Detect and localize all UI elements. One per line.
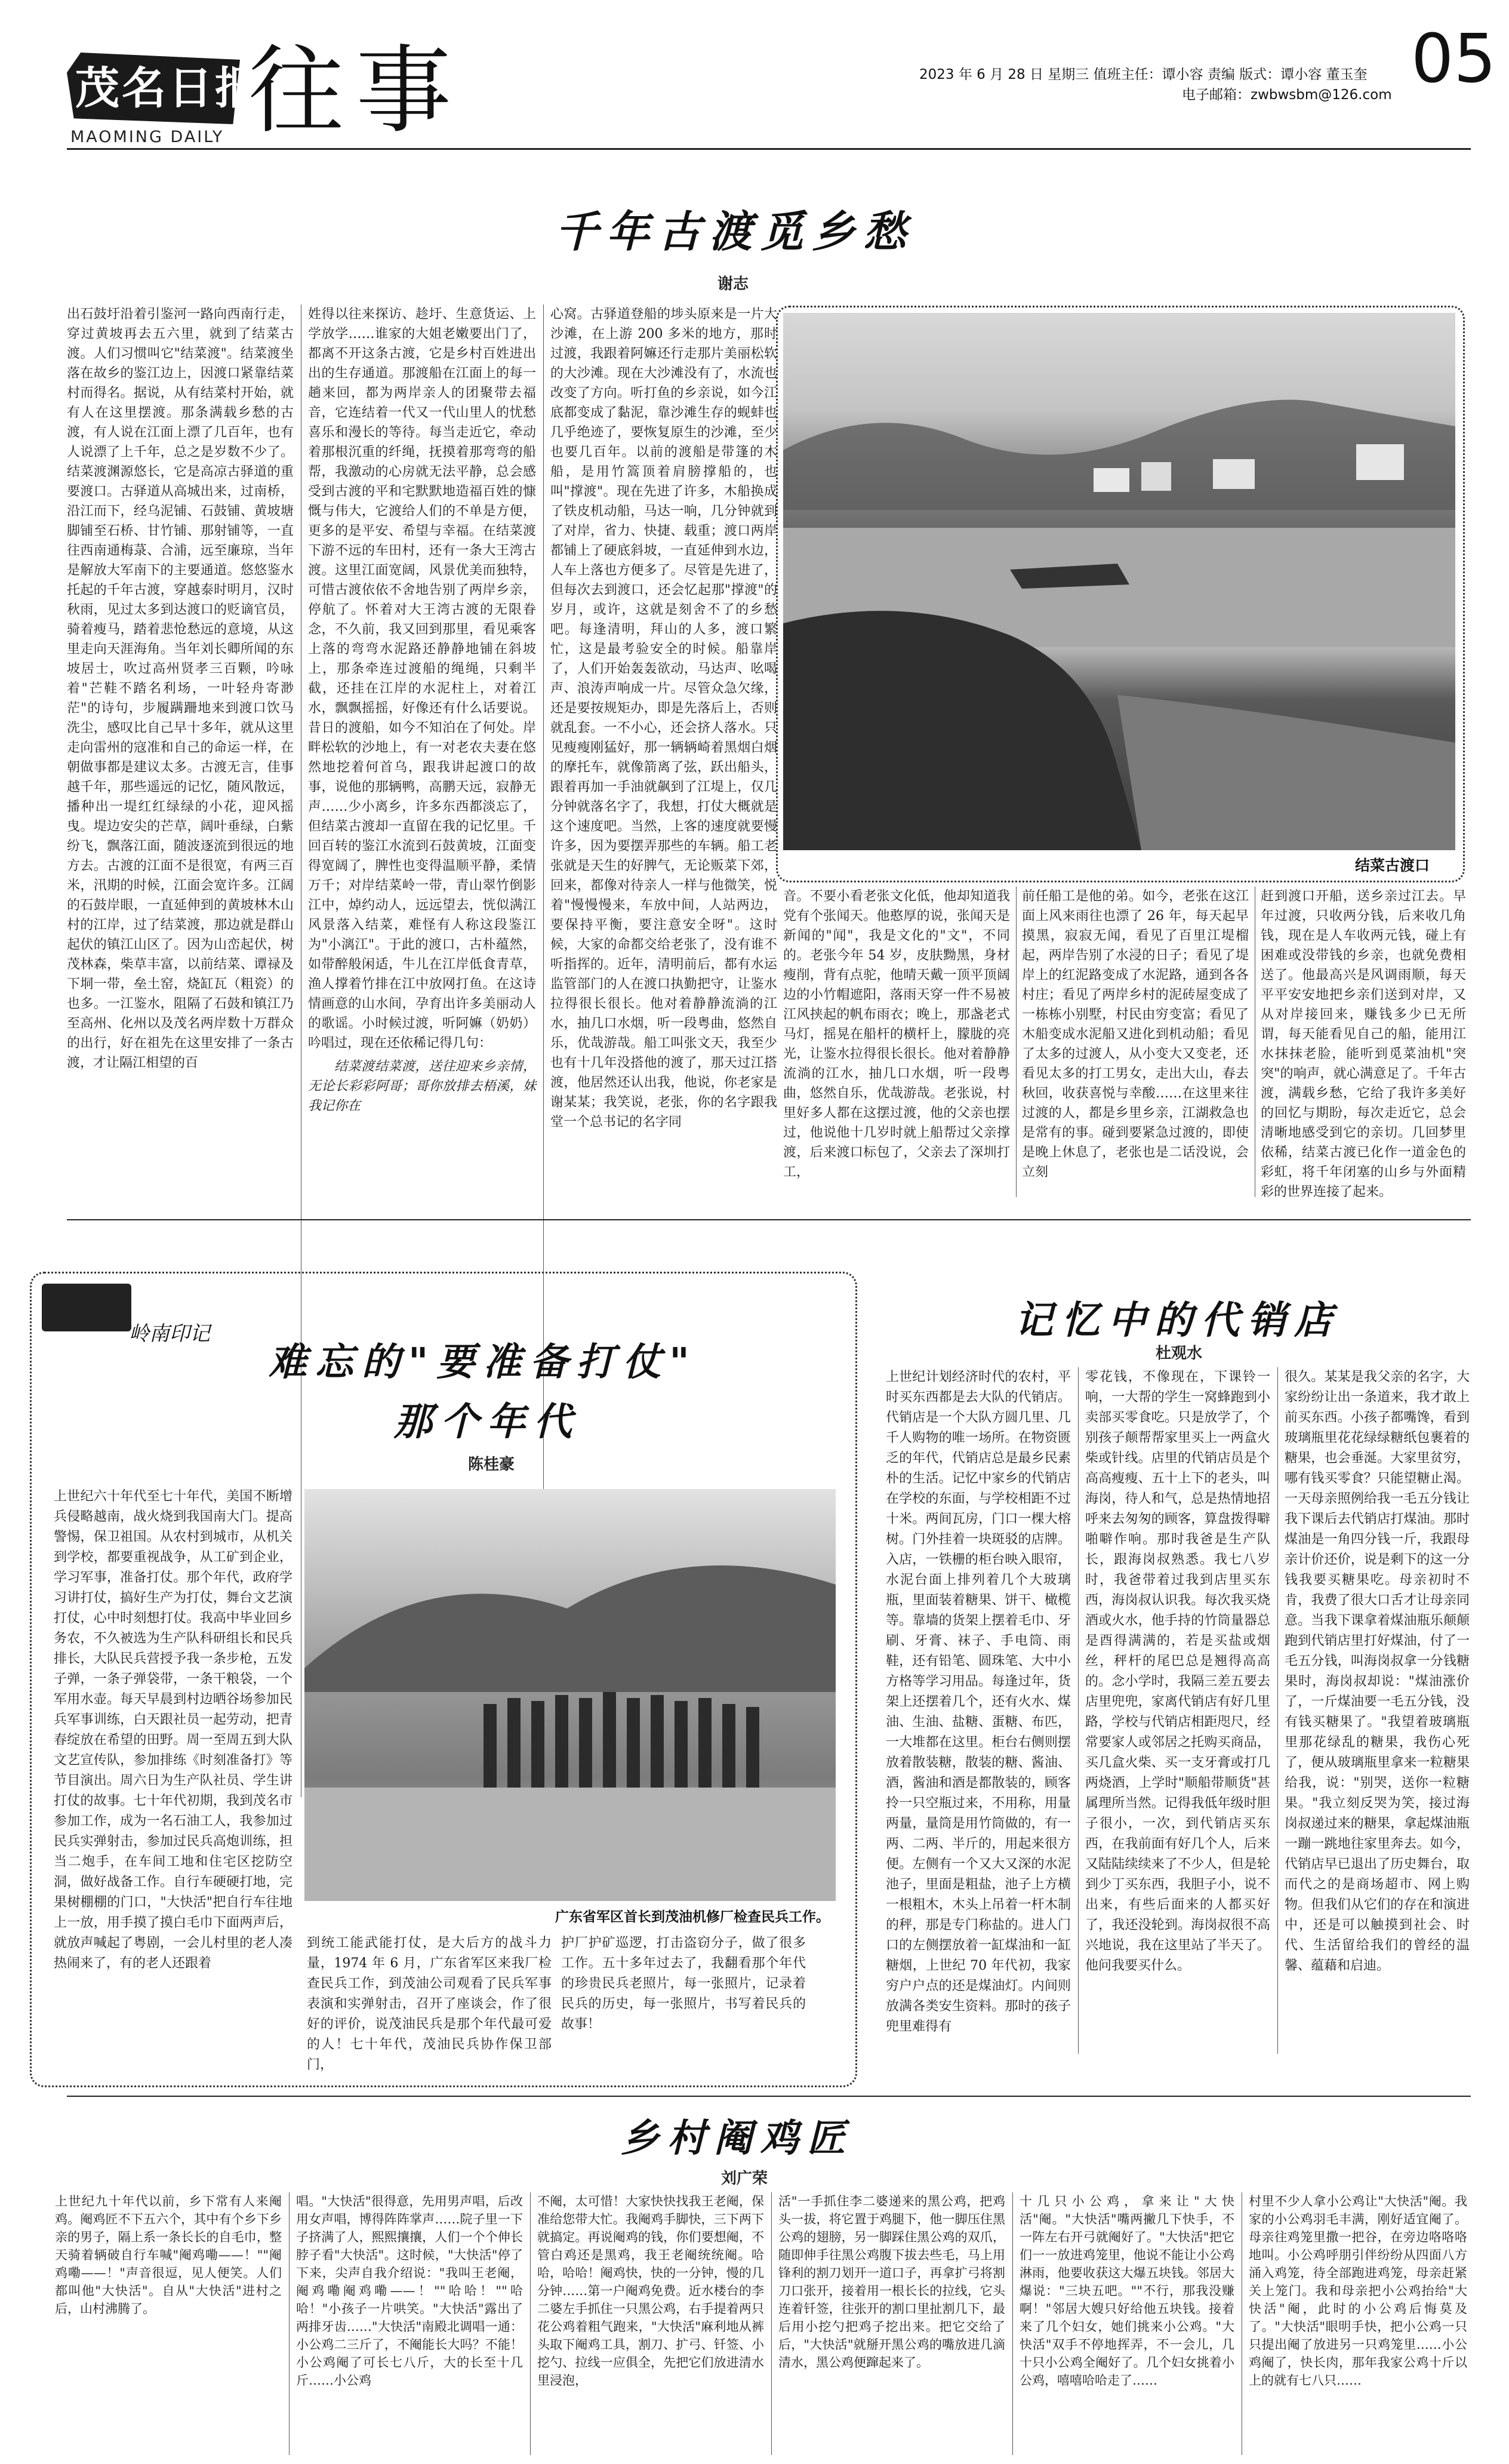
article4-col1: 上世纪九十年代以前，乡下常有人来阉鸡。阉鸡匠不下五六个，其中有个乡下乡亲的男子，隔上系一条长长的自毛巾，整天骑着辆破自行车喊"阉鸡嘞——！""阉鸡嘞——！"声音很逗，见人便笑。人们都叫他"大快活"。自从"大快活"进村之后，山村沸腾了。: [55, 2194, 282, 2316]
article3-col2: 零花钱，不像现在，下课铃一响，一大帮的学生一窝蜂跑到小卖部买零食吃。只是放学了，个别孩子颠帮帮家里买上一两盒火柴或针线。店里的代销店员是个高高瘦瘦、五十上下的老头，叫海岗，待人和气，总是热情地招呼来去匆匆的顾客，算盘拨得噼啪噼作响。那时我爸是生产队长，跟海岗叔熟悉。我七八岁时，我爸带着过我到店里买东西，海岗叔认识我。每次我买烧酒或火水，他手持的竹筒量器总是酉得满满的，若是买盐或烟丝，秤杆的尾巴总是翘得高高的。念小学时，我隔三差五要去店里兜兜，家离代销店有好几里路，学校与代销店相距咫尺，经常要家人或邻居之托购买商品，买几盒火柴、买一支牙膏或打几两烧酒，上学时"顺船带顺货"甚属理所当然。记得我低年级时胆子很小，一次，到代销店买东西，在我前面有好几个人，后来又陆陆续续来了不少人，但是轮到少丁买东西，我胆子小，说不出来，有些后面来的人都买好了，我还没轮到。海岗叔很不高兴地说，我在这里站了半天了。他问我要买什么。: [1085, 1370, 1270, 1973]
date-line: 2023 年 6 月 28 日 星期三 值班主任：谭小容 责编 版式：谭小容 董玉奎: [919, 67, 1368, 82]
article1-col2: 姓得以往来探访、趁圩、生意货运、上学放学……谁家的大姐老嫩要出门了，都离不开这条古渡，它是乡村百姓进出出的生存通道。那渡船在江面上的每一趟来回，都为两岸亲人的团聚带去福音，它连结着一代又一代山里人的忧愁喜乐和漫长的等待。每当走近它，牵动着那根沉重的纤绳，抚摸着那弯弯的船帮，我激动的心房就无法平静，总会感受到古渡的平和宅默默地造福百姓的慷慨与伟大，它渡给人们的不单是方便，更多的是平安、希望与幸福。在结菜渡下游不远的车田村，还有一条大王湾古渡。这里江面宽阔，风景优美而独特，可惜古渡依依不舍地告别了两岸乡亲，停航了。怀着对大王湾古渡的无限眷念，不久前，我又回到那里，看见乘客上落的弯弯水泥路还静静地铺在斜坡上，那条牵连过渡船的绳绳，只剩半截，还挂在江岸的水泥柱上，对着江水，飘飘摇摇，好像还有什么话要说。昔日的渡船，如今不知泊在了何处。岸畔松软的沙地上，有一对老农夫妻在悠然地挖着何首乌，跟我讲起渡口的故事，说他的那辆鸭，高鹏天远，寂静无声……少小离乡，许多东西都淡忘了，但结菜古渡却一直留在我的记忆里。千回百转的鉴江水流到石鼓黄坡，江面变得宽阔了，脾性也变得温顺平静，柔情万千；对岸结菜岭一带，青山翠竹倒影江中，焯约动人，远远望去，恍似满江风景落入结菜，难怪有人称这段鉴江为"小漓江"。于此的渡口，古朴蕴然，如带醉般闲适，牛儿在江岸低食青草，渔人撑着竹排在江中放网打鱼。在这诗情画意的山水间，孕育出许多美丽动人的歌谣。小时候过渡，听阿嫲（奶奶）吟唱过，现在还依稀记得几句：: [308, 307, 536, 1051]
page-number: 05: [1411, 20, 1496, 98]
article4-author: 刘广荣: [721, 2170, 768, 2188]
article2-col3: 护厂护矿巡逻，打击盗窃分子，做了很多工作。五十多年过去了，我翻看那个年代的珍贵民兵老照片，每一张照片，记录着民兵的历史，每一张照片，书写着民兵的故事！: [561, 1936, 806, 2032]
ferry-photo: [783, 313, 1455, 850]
article1-col1: 出石鼓圩沿着引鉴河一路向西南行走，穿过黄坡再去五六里，就到了结菜古渡。人们习惯叫它"结菜渡"。结菜渡坐落在故乡的鉴江边上，因渡口紧靠结菜村而得名。据说，从有结菜村开始，就有人在这里摆渡。那条满载乡愁的古渡，有人说在江面上漂了几百年，也有人说漂了上千年，总之是岁数不少了。结菜渡渊源悠长，它是高凉古驿道的重要渡口。古驿道从高城出来，过南桥，沿江而下，经乌泥铺、石鼓铺、黄坡塘脚铺至石桥、甘竹铺、那射铺等，一直往西南通梅菉、合浦，远至廉琼，当年是解放大军南下的主要通道。悠悠鉴水托起的千年古渡，穿越泰时明月，汉时秋雨，见过太多到达渡口的贬谪官员，骑着瘦马，踏着悲怆愁远的意境，从这里走向天涯海角。当年刘长卿所闻的东坡居士，吹过高州贤孝三百颗，吟咏着"芒鞋不踏名利场，一叶轻舟寄渺茫"的诗句，步履蹒跚地来到渡口饮马洗尘，感叹比自己早十多年，就从这里走向雷州的寇准和自己的命运一样，在朝做事都是建议太多。古渡无言，佳事越千年，那些遥远的记忆，随风散远，播种出一堤红红绿绿的小花，迎风摇曳。堤边安尖的芒草，阔叶垂绿，白紫纷飞，飘落江面，随波逐流到很远的地方去。古渡的江面不是很宽，有两三百米，汛期的时候，江面会宽许多。江阔的石鼓岸眼，一直延伸到的黄坡林木山村的江岸，过了结菜渡，那边就是群山起伏的镇江山区了。因为山峦起伏，树茂林森，柴草丰富，以前结菜、谭禄及下垌一带，垒土窑，烧缸瓦（粗瓷）的也多。一江鉴水，阻隔了石鼓和镇江乃至高州、化州以及茂名两岸数十万群众的出行，好在祖先在这里安排了一条古渡，才让隔江相望的百: [67, 307, 294, 1070]
article3-col1: 上世纪计划经济时代的农村，平时买东西都是去大队的代销店。代销店是一个大队方圆几里、几千人购物的唯一场所。在物资匮乏的年代，代销店总是最乡民素朴的生活。记忆中家乡的代销店在学校的东面，与学校相距不过十米。两间瓦房，门口一棵大榕树。门外挂着一块斑驳的店牌。入店，一铁栅的柜台映入眼帘，水泥台面上排列着几个大玻璃瓶，里面装着糖果、饼干、橄榄等。靠墙的货架上摆着毛巾、牙刷、牙膏、袜子、手电筒、雨鞋，还有铅笔、圆珠笔、大中小方格等学习用品。每逢过年，货架上还摆着几个，还有火水、煤油、生油、盐糖、蛋糖、布匹，一大堆都在这里。柜台右侧则摆放着散装糖，散装的糖、酱油、酒，酱油和酒是都散装的，顾客拎一只空瓶过来，不用称，用量两量，量筒是用竹筒做的，有一两、二两、半斤的，用起来很方便。左侧有一个又大又深的水泥池子，里面是粗盐，池子上方横一根粗木，木头上吊着一杆木制的秤，那是专门称盐的。进人门口的左侧摆放着一缸煤油和一缸糖烟，上世纪 70 年代初，我家穷户户点的还是煤油灯。内间则放满各类安生资料。那时的孩子兜里难得有: [886, 1370, 1071, 2034]
divider: [530, 2192, 531, 2455]
article2-col1: 上世纪六十年代至七十年代，美国不断增兵侵略越南，战火烧到我国南大门。提高警惕，保卫祖国。从农村到城市，从机关到学校，都要重视战争，从工矿到企业，学习军事，准备打仗。那个年代，政府学习讲打仗，搞好生产为打仗，舞台文艺演打仗，心中时刻想打仗。我高中毕业回乡务农，不久被选为生产队科研组长和民兵排长，大队民兵营授予我一条步枪，五发子弹，一条子弹袋带，一条干粮袋，一个军用水壶。每天早晨到村边晒谷场参加民兵军事训练，白天跟社员一起劳动，把青春绽放在希望的田野。周一至周五到大队文艺宣传队，参加排练《时刻准备打》等节目演出。周六日为生产队社员、学生讲打仗的故事。七十年代初期，我到茂名市参加工作，成为一名石油工人，我参加过民兵实弹射击，参加过民兵高炮训练，担当二炮手，在车间工地和住宅区挖防空洞，做好战备工作。自行车硬硬打地，完果树棚棚的门口，"大快活"把自行车往地上一放，用手摸了摸白毛巾下面两声后，就放声喊起了粤剧，一会儿村里的老人凑热闹来了，有的老人还跟着: [54, 1489, 292, 1971]
article4-col2: 唱。"大快活"很得意，先用男声唱，后改用女声唱，博得阵阵掌声……院子里一下子挤满了人，熙熙攘攘，人们一个个伸长脖子看"大快活"。这时候，"大快活"停了下来，尖声自我介绍说："我叫王老阉，阉鸡嘞阉鸡嘞——！""哈哈！""哈哈！"小孩子一片哄笑。"大快活"露出了两排牙齿……"大快活"南殿北调唱一通：小公鸡二三斤了，不阉能长大吗？不能！小公鸡阉了可长七八斤，大的长至十几斤……小公鸡: [296, 2194, 523, 2388]
article4-title: 乡村阉鸡匠: [621, 2117, 854, 2161]
article1-author: 谢志: [717, 275, 749, 293]
article1-col3: 心窝。古驿道登船的埗头原来是一片大沙滩，在上游 200 多米的地方，那时过渡，我跟着阿嫲还行走那片美丽松软的大沙滩。现在大沙滩没有了，水流也改变了方向。听打鱼的乡亲说，如今江底都变成了黏泥，靠沙滩生存的蚬蚌也几乎绝迹了，要恢复原生的沙滩，至少也要几百年。以前的渡船是带篷的木船，是用竹篙顶着肩膀撑船的，也叫"撑渡"。现在先进了许多，木船换成了铁皮机动船，马达一响，几分钟就到了对岸，省力、快捷、载重；渡口两岸都铺上了硬底斜坡，一直延伸到水边，人车上落也方便多了。尽管是先进了，但每次去到渡口，还会忆起那"撑渡"的岁月，或许，这就是刻舍不了的乡愁吧。每逢清明，拜山的人多，渡口繁忙，这是最考验安全的时候。船靠岸了，人们开始轰轰欲动，马达声、吆喝声、浪涛声响成一片。尽管众急欠缘，还是要按规矩办，即是先落后上，否则就乱套。一不小心，还会挤人落水。只见瘦瘦刚猛好，那一辆辆崎着黑烟白烟的摩托车，就像箭离了弦，跃出船头，跟着再加一手油就飙到了江堤上，仅几分钟就落名字了，我想，打仗大概就是这个速度吧。当然，上客的速度就要慢许多，因为要摆弄那些的车辆。船工老张就是天生的好脾气，无论贩菜下郊，回来，都像对待亲人一样与他微笑，悦着"慢慢慢来，车放中间，人站两边，要保持平衡，要注意安全呀"。这时候，大家的命都交给老张了，没有谁不听指挥的。近年，清明前后，都有水运监管部门的人在渡口执勤把守，让鉴水拉得很长很长。他对着静静流淌的江水，抽几口水烟，听一段粤曲，悠然自乐，优哉游哉。船工叫张文天，我至少也有十几年没搭他的渡了，那天过江搭渡，他居然还认出我，他说，你老家是谢某某；我笑说，老张，你的名字跟我堂一个总书记的名字同: [550, 307, 777, 1130]
section-rule: [67, 2096, 1471, 2097]
header-rule: [67, 148, 1471, 150]
section-rule: [67, 1219, 1471, 1220]
article4-col3: 不阉，太可惜！大家快快找我王老阉，保准给您带大忙。我阉鸡手脚快，三下两下就搞定。再说阉鸡的钱，你们要想阉，不管白鸡还是黑鸡，我王老阉统统阉。哈哈，哈哈！阉鸡快，快的一分钟，慢的几分钟……第一户阉鸡免费。近水楼台的李二婆左手抓住一只黑公鸡，右手提着两只花公鸡着粗气跑来，"大快活"麻利地从裤头取下阉鸡工具，割刀、扩弓、钎签、小挖勺、拉线一应俱全，先把它们放进清水里浸泡，: [537, 2194, 764, 2388]
divider: [1012, 2192, 1013, 2455]
ferry-scene: [783, 313, 1455, 850]
article4-col5: 十几只小公鸡，拿来让"大快活"阉。"大快活"嘴两撇几下快手，不一阵左右开弓就阉好了。"大快活"把它们一一放进鸡笼里，他说不能让小公鸡淋雨，他要收获这大爆五块钱。邻居大爆说："三块五吧。""不行，那我没赚啊！"邻居大嫂只好给他五块钱。接着来了几个妇女，她们挑来小公鸡。"大快活"双手不停地挥弄，不一会儿，几十只小公鸡全阉好了。几个妇女挑着小公鸡，嘻嘻哈哈走了……: [1020, 2194, 1234, 2388]
article1-col-b3: 赶到渡口开船，送乡亲过江去。早年过渡，只收两分钱，后来收几角钱，现在是人车收两元钱，碰上有困难或没带钱的乡亲，也就免费相送了。他最高兴是风调雨顺，每天平平安安地把乡亲们送到对岸，又从对岸接回来，赚钱多少已无所谓，每天能看见自己的船，能用江水抹抹老脸，能听到觅菜油机"突突"的响声，就心满意足了。千年古渡，满载乡愁，它给了我许多美好的回忆与期盼，每次走近它，总会清晰地感受到它的亲切。几回梦里依稀，结菜古渡已化作一道金色的彩虹，将千年闭塞的山乡与外面精彩的世界连接了起来。: [1261, 889, 1466, 1199]
article1-verse: 结菜渡结菜渡，送往迎来乡亲情，无论长彩彩阿哥；哥你放排去梧溪，妹我记你在: [308, 1059, 536, 1113]
masthead-title: 茂名日报: [75, 63, 261, 114]
article3-title: 记忆中的代销店: [1015, 1299, 1341, 1343]
divider: [1016, 887, 1017, 1197]
article2-kicker: 岭南印记: [129, 1322, 210, 1346]
article1-title: 千年古渡觅乡愁: [555, 207, 915, 257]
article3-col3: 很久。某某是我父亲的名字，大家纷纷让出一条道来，我才敢上前买东西。小孩子都嘴馋，看到玻璃瓶里花花绿绿糖纸包裹着的糖果，也会垂涎。大家里贫穷，哪有钱买零食？只能望糖止渴。一天母亲照例给我一毛五分钱让我下课后去代销店打煤油。那时煤油是一角四分钱一斤，我跟母亲计价还价，说是剩下的这一分钱我要买糖果吃。母亲初时不肯，我费了很大口舌才让母亲同意。当我下课拿着煤油瓶乐颠颠跑到代销店里打好煤油，付了一毛五分钱，叫海岗叔拿一分钱糖果时，海岗叔却说："煤油涨价了，一斤煤油要一毛五分钱，没有钱买糖果了。"我望着玻璃瓶里那花绿乱的糖果，我伤心死了，便从玻璃瓶里拿来一粒糖果给我，说："别哭，送你一粒糖果。"我立刻反哭为笑，接过海岗叔递过来的糖果，拿起煤油瓶一蹦一跳地往家里奔去。如今，代销店早已退出了历史舞台，取而代之的是商场超市、网上购物。但我们从它们的存在和演进中，还是可以触摸到社会、时代、生活留给我们的曾经的温馨、蕴藉和启迪。: [1285, 1370, 1470, 1973]
article1-col-b2: 前任船工是他的弟。如今，老张在这江面上风来雨往也漂了 26 年，每天起早摸黑，寂寂无闻，看见了百里江堤榴起，两岸告别了水浸的日子；看见了堤岸上的红泥路变成了水泥路，通到各各村庄；看见了两岸乡村的泥砖屋变成了一栋栋小别墅，村民由穷变富；看见了木船变成水泥船又进化到机动船；看见了太多的过渡人，从小变大又变老，还看见太多的打工男女，走出大山，春去秋回，收获喜悦与幸酸……在这里来往过渡的人，都是乡里乡亲，江湖救急也是常有的事。碰到要紧急过渡的，即使是晚上休息了，老张也是二话没说，会立刻: [1022, 889, 1249, 1180]
article1-photo-caption: 结菜古渡口: [1355, 857, 1430, 874]
kicker-badge: [42, 1284, 131, 1331]
militia-photo: [304, 1489, 836, 1901]
email: 电子邮箱：zwbwsbm@126.com: [1182, 87, 1392, 103]
article2-photo-caption: 广东省军区首长到茂油机修厂检查民兵工作。: [555, 1909, 830, 1925]
article2-title-1: 难忘的"要准备打仗": [269, 1340, 698, 1385]
divider: [289, 2192, 290, 2455]
section-title: 往事: [248, 35, 464, 146]
article2-title-2: 那个年代: [394, 1400, 580, 1444]
article1-col-b1: 音。不要小看老张文化低，他却知道我党有个张闻天。他憨厚的说，张闻天是新闻的"闻"，我是文化的"文"，不同的。老张今年 54 岁，皮肤黝黑，身材瘦削，背有点驼，他晴天戴一顶平顶阔边的小竹帽遮阳，落雨天穿一件不易被江风挟起的帆布雨衣；晚上，那盏老式马灯，摇晃在船杆的横杆上，朦胧的亮光，让鉴水拉得很长很长。他对着静静流淌的江水，抽几口水烟，听一段粤曲，悠然自乐，优哉游哉。老张说，村里好多人都在这摆过渡，他的父亲也摆过，他说他十几岁时就上船帮过父亲撑渡，后来渡口标包了，父亲去了深圳打工，: [783, 889, 1010, 1180]
divider: [1277, 1367, 1278, 2054]
masthead-english: MAOMING DAILY: [70, 128, 224, 146]
article4-col6: 村里不少人拿小公鸡让"大快活"阉。我家的小公鸡羽毛丰满，刚好适宜阉了。母亲往鸡笼里撒一把谷，在旁边咯咯咯地叫。小公鸡呼朋引伴纷纷从四面八方涌入鸡笼，待全部跑进鸡笼，母亲赶紧关上笼门。我和母亲把小公鸡抬给"大快活"阉，此时的小公鸡后悔莫及了。"大快活"眼明手快，把小公鸡一只只提出阉了放进另一只鸡笼里……小公鸡阉了，快长肉，那年我家公鸡十斤以上的就有七八只……: [1249, 2194, 1467, 2388]
article3-author: 杜观水: [1156, 1345, 1203, 1362]
militia-scene: [304, 1489, 836, 1901]
divider: [1078, 1367, 1079, 2054]
divider: [771, 2192, 772, 2455]
article2-author: 陈桂豪: [468, 1456, 515, 1474]
article4-col4: 活"一手抓住李二婆递来的黑公鸡，把鸡头一拔，将它置于鸡腿下，他一脚压住黑公鸡的翅膀，另一脚踩住黑公鸡的双爪，随即伸手往黑公鸡腹下拔去些毛，马上用锋利的割刀划开一道口子，再拿扩弓将割刀口张开，接着用一根长长的拉线，它头连着钎签，往张开的割口里扯割几下，最后用小挖勺把鸡子挖出来。把它交给了后，"大快活"就掰开黑公鸡的嘴放进几滴清水，黑公鸡便蹿起来了。: [778, 2194, 1005, 2370]
article2-col2: 到统工能武能打仗，是大后方的战斗力量，1974 年 6 月，广东省军区来我厂检查民兵工作，到茂油公司观看了民兵军事表演和实弹射击，召开了座谈会，作了很好的评价，说茂油民兵是那个年代最可爱的人！七十年代，茂油民兵协作保卫部门，: [307, 1936, 552, 2072]
